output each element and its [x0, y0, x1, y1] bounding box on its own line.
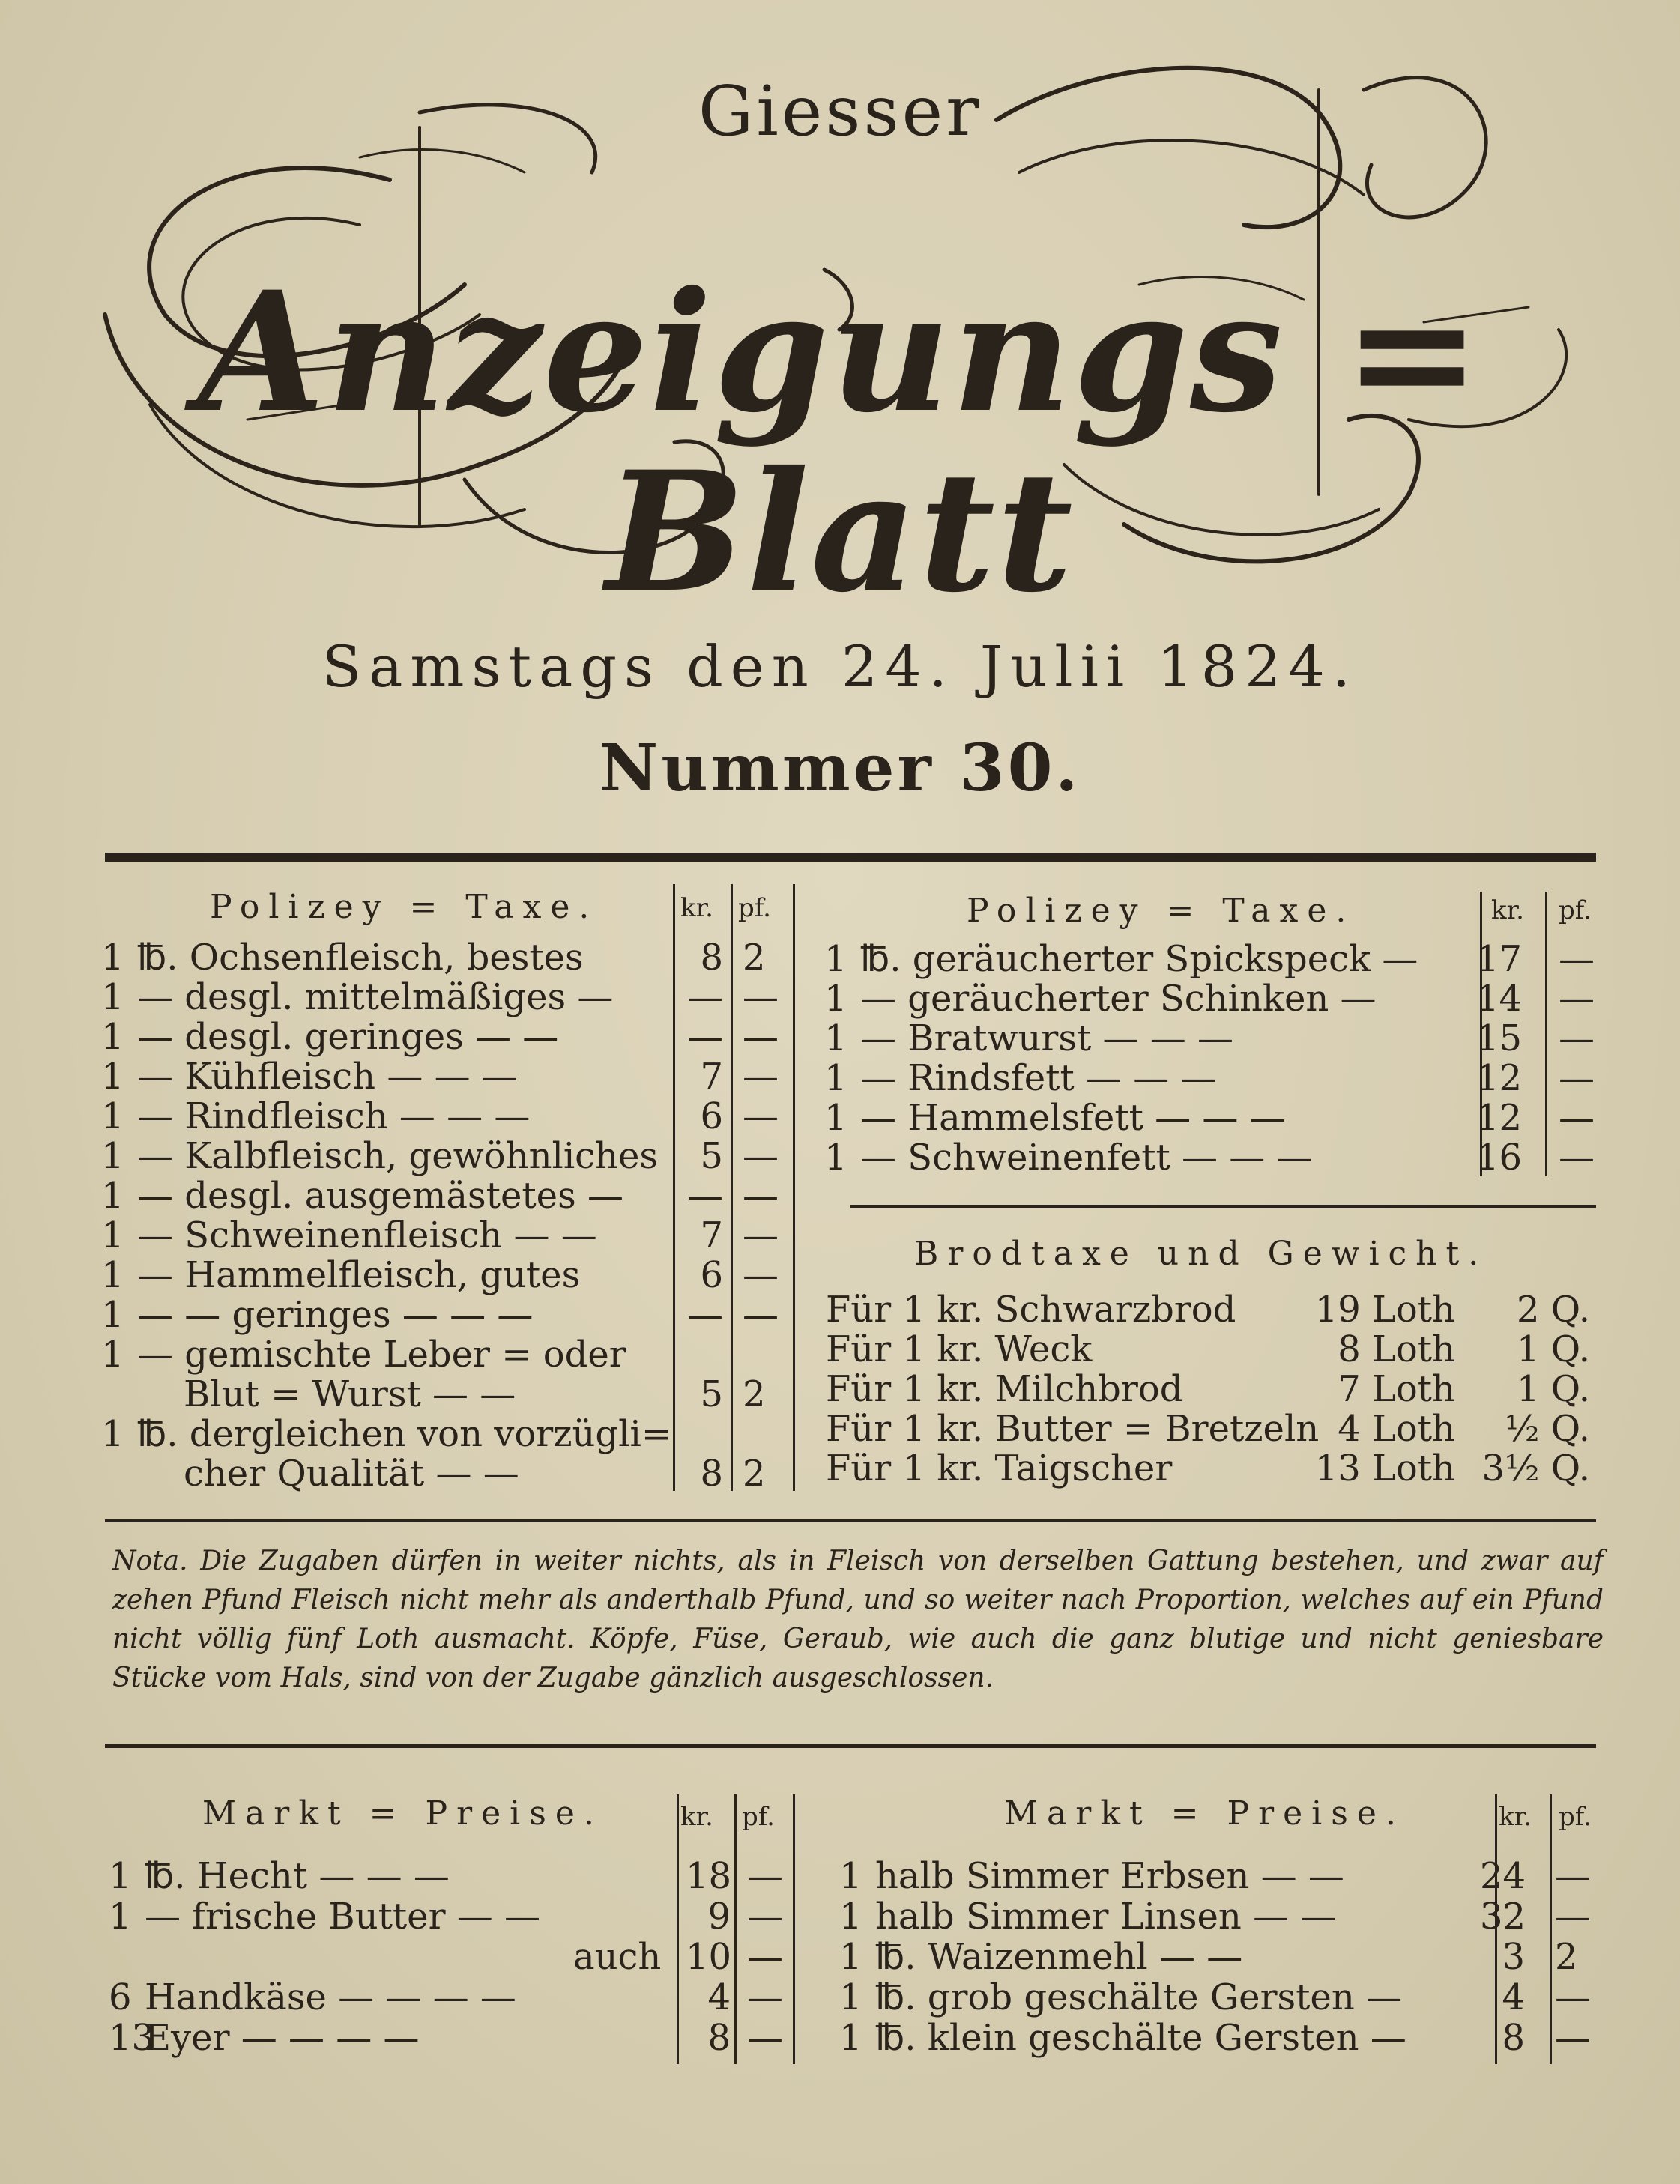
- polizey-left-row-qty: 1: [101, 976, 124, 1018]
- polizey-left-row-kr: —: [687, 1016, 723, 1058]
- markt-left-row-pf: —: [747, 1936, 783, 1978]
- polizey-left-row-item: — Schweinenfleisch — —: [137, 1214, 597, 1256]
- polizey-right-row: [824, 979, 1604, 1018]
- polizey-right-row-qty: 1: [824, 978, 847, 1020]
- brodtaxe-row-loth: 13 Loth: [1314, 1448, 1455, 1489]
- polizey-left-row-kr: 7: [700, 1056, 723, 1098]
- polizey-right-row-item: — geräucherter Schinken —: [860, 978, 1377, 1020]
- polizey-left-row-kr: 8: [700, 937, 723, 978]
- polizey-left-row-kr: 7: [700, 1214, 723, 1256]
- brodtaxe-row-quent: 1 Q.: [1516, 1368, 1590, 1410]
- polizey-right-row-pf: —: [1559, 1097, 1595, 1139]
- polizey-left-row-item: — Kühfleisch — — —: [137, 1056, 518, 1098]
- markt-left-col-pf: pf.: [742, 1802, 775, 1832]
- polizey-left-row-qty: 1: [101, 1294, 124, 1336]
- polizey-left-row: [101, 1415, 791, 1454]
- polizey-right-row-item: — Bratwurst — — —: [860, 1017, 1234, 1059]
- brodtaxe-row: [826, 1330, 1605, 1369]
- markt-left-row-qty: 13: [109, 2017, 155, 2059]
- polizey-left-row: [101, 1335, 791, 1374]
- markt-left-row-pf: —: [747, 2017, 783, 2059]
- market-top-rule: [105, 1744, 1596, 1748]
- markt-right-row-item: ℔. klein geschälte Gersten —: [875, 2017, 1406, 2059]
- polizey-left-row-qty: 1: [101, 1056, 124, 1098]
- polizey-left-row-kr: 6: [700, 1095, 723, 1137]
- markt-right-row-qty: 1: [839, 2017, 862, 2059]
- brodtaxe-row: [826, 1449, 1605, 1488]
- polizey-left-row: [101, 1137, 791, 1176]
- polizey-left-row-kr: —: [687, 1175, 723, 1217]
- polizey-right-row-pf: —: [1559, 978, 1595, 1020]
- polizey-left-row-item: — gemischte Leber = oder: [137, 1334, 626, 1376]
- markt-right-row-pf: —: [1555, 1976, 1591, 2018]
- polizey-left-row-qty: 1: [101, 1135, 124, 1177]
- markt-left-row: [109, 1857, 791, 1896]
- polizey-left-row-kr: 5: [700, 1373, 723, 1415]
- polizey-left-row-item: — Hammelfleisch, gutes: [137, 1254, 581, 1296]
- markt-right-row-item: halb Simmer Erbsen — —: [875, 1855, 1344, 1897]
- polizey-left-row-kr: —: [687, 976, 723, 1018]
- polizey-right-row-item: — Schweinenfett — — —: [860, 1137, 1313, 1179]
- markt-left-row-qty: 1: [109, 1855, 132, 1897]
- polizey-left-row: [101, 1375, 791, 1414]
- markt-left-row-item: Eyer — — — —: [145, 2017, 420, 2059]
- brodtaxe-row-quent: ½ Q.: [1505, 1408, 1590, 1450]
- markt-right-row-kr: 24: [1480, 1855, 1526, 1897]
- markt-left-row-item: auch: [573, 1936, 662, 1978]
- brodtaxe-row-loth: 8 Loth: [1338, 1328, 1455, 1370]
- markt-right-row-item: ℔. Waizenmehl — —: [875, 1936, 1243, 1978]
- polizey-right-row-item: ℔. geräucherter Spickspeck —: [860, 938, 1418, 980]
- polizey-left-row-item: — Kalbfleisch, gewöhnliches: [137, 1135, 659, 1177]
- polizey-left-row: [101, 1454, 791, 1493]
- brodtaxe-heading: Brodtaxe und Gewicht.: [914, 1235, 1488, 1273]
- polizey-left-col-kr: kr.: [680, 893, 713, 923]
- brodtaxe-row-quent: 3½ Q.: [1481, 1448, 1590, 1489]
- mid-right-rule: [850, 1205, 1596, 1208]
- markt-right-row-item: ℔. grob geschälte Gersten —: [875, 1976, 1403, 2018]
- markt-right-row-pf: —: [1555, 1896, 1591, 1938]
- markt-left-row: [109, 1978, 791, 2017]
- markt-right-row-qty: 1: [839, 1855, 862, 1897]
- polizey-right-heading: Polizey = Taxe.: [967, 892, 1356, 930]
- polizey-left-row-item: — desgl. ausgemästetes —: [137, 1175, 623, 1217]
- center-column-divider: [793, 884, 795, 1491]
- polizey-right-row: [824, 1138, 1604, 1177]
- polizey-left-row-item: ℔. dergleichen von vorzügli=: [137, 1413, 672, 1455]
- polizey-left-row: [101, 1176, 791, 1215]
- markt-left-row-item: Handkäse — — — —: [145, 1976, 516, 2018]
- polizey-left-row: [101, 1017, 791, 1056]
- markt-right-row-kr: 8: [1502, 2017, 1525, 2059]
- markt-left-row-pf: —: [747, 1896, 783, 1938]
- polizey-left-row-pf: —: [743, 1175, 779, 1217]
- polizey-left-row-pf: —: [743, 1056, 779, 1098]
- polizey-right-row-pf: —: [1559, 1057, 1595, 1099]
- polizey-right-row-qty: 1: [824, 1057, 847, 1099]
- polizey-left-row-qty: 1: [101, 1214, 124, 1256]
- polizey-left-row: [101, 978, 791, 1017]
- polizey-left-row-pf: 2: [743, 1373, 766, 1415]
- polizey-left-row-kr: 5: [700, 1135, 723, 1177]
- polizey-left-row-item: ℔. Ochsenfleisch, bestes: [137, 937, 584, 978]
- brodtaxe-row: [826, 1290, 1605, 1329]
- dateline: Samstags den 24. Julii 1824.: [322, 633, 1358, 700]
- polizey-left-row-qty: 1: [101, 1334, 124, 1376]
- polizey-left-row-kr: 8: [700, 1453, 723, 1495]
- polizey-left-row-pf: 2: [743, 937, 766, 978]
- markt-right-row: [839, 1897, 1604, 1936]
- nota-top-rule: [105, 1519, 1596, 1522]
- masthead-pre-title: Giesser: [698, 71, 982, 151]
- polizey-left-row-pf: —: [743, 1095, 779, 1137]
- markt-right-row: [839, 1857, 1604, 1896]
- polizey-left-row-item: — desgl. mittelmäßiges —: [137, 976, 614, 1018]
- markt-left-col-kr: kr.: [680, 1802, 713, 1832]
- polizey-right-row-kr: 12: [1476, 1057, 1523, 1099]
- markt-left-row-qty: 6: [109, 1976, 132, 2018]
- brodtaxe-row-label: Für 1 kr. Milchbrod: [826, 1368, 1183, 1410]
- polizey-left-row-pf: —: [743, 1294, 779, 1336]
- markt-center-divider: [793, 1794, 795, 2064]
- brodtaxe-row-label: Für 1 kr. Weck: [826, 1328, 1093, 1370]
- polizey-right-row-kr: 16: [1476, 1137, 1523, 1179]
- polizey-right-row: [824, 1019, 1604, 1058]
- top-rule: [105, 853, 1596, 862]
- markt-right-row-item: halb Simmer Linsen — —: [875, 1896, 1337, 1938]
- polizey-left-row: [101, 938, 791, 977]
- polizey-left-row-qty: 1: [101, 1413, 124, 1455]
- markt-right-row-qty: 1: [839, 1896, 862, 1938]
- polizey-right-row-pf: —: [1559, 938, 1595, 980]
- polizey-right-row-kr: 17: [1476, 938, 1523, 980]
- nota-paragraph: Nota. Die Zugaben dürfen in weiter nichts, als in Fleisch von derselben Gattung bestehen, und zwar auf zehen Pfund Fleisch nicht mehr als anderthalb Pfund, und so weiter nach Proportion, welches auf ein Pfund nicht völlig fünf Loth ausmacht. Köpfe, Füse, Geraub, wie auch die ganz blutige und nicht geniesbare Stücke vom Hals, sind von der Zugabe gänzlich ausgeschlossen.: [112, 1546, 1604, 1693]
- markt-left-row-pf: —: [747, 1976, 783, 2018]
- polizey-right-col-kr: kr.: [1491, 895, 1524, 925]
- polizey-right-row-kr: 14: [1476, 978, 1523, 1020]
- markt-left-row-kr: 10: [686, 1936, 732, 1978]
- markt-left-row: [109, 1897, 791, 1936]
- markt-right-row: [839, 1938, 1604, 1976]
- markt-right-col-pf: pf.: [1559, 1802, 1592, 1832]
- polizey-left-row-item: — — geringes — — —: [137, 1294, 534, 1336]
- polizey-left-row-item: — desgl. geringes — —: [137, 1016, 559, 1058]
- polizey-right-row-pf: —: [1559, 1017, 1595, 1059]
- polizey-left-row-qty: 1: [101, 937, 124, 978]
- brodtaxe-row-label: Für 1 kr. Butter = Bretzeln: [826, 1408, 1320, 1450]
- brodtaxe-row-label: Für 1 kr. Taigscher: [826, 1448, 1173, 1489]
- markt-left-row-kr: 18: [686, 1855, 732, 1897]
- markt-right-row-pf: —: [1555, 1855, 1591, 1897]
- polizey-left-row-pf: —: [743, 1214, 779, 1256]
- brodtaxe-row: [826, 1370, 1605, 1409]
- polizey-left-row-item: Blut = Wurst — —: [184, 1373, 516, 1415]
- markt-left-row-qty: 1: [109, 1896, 132, 1938]
- polizey-left-row: [101, 1295, 791, 1334]
- polizey-left-row-pf: 2: [743, 1453, 766, 1495]
- polizey-right-row: [824, 1059, 1604, 1098]
- markt-left-row: [109, 1938, 791, 1976]
- markt-left-row-item: — frische Butter — —: [145, 1896, 541, 1938]
- polizey-right-row-pf: —: [1559, 1137, 1595, 1179]
- polizey-right-row: [824, 940, 1604, 978]
- brodtaxe-row-loth: 19 Loth: [1314, 1289, 1455, 1331]
- brodtaxe-row-quent: 2 Q.: [1516, 1289, 1590, 1331]
- polizey-right-row-qty: 1: [824, 1097, 847, 1139]
- polizey-right-row-item: — Hammelsfett — — —: [860, 1097, 1286, 1139]
- brodtaxe-row-loth: 7 Loth: [1338, 1368, 1455, 1410]
- markt-left-row-kr: 4: [707, 1976, 731, 2018]
- polizey-right-row-qty: 1: [824, 1137, 847, 1179]
- polizey-left-row-pf: —: [743, 1135, 779, 1177]
- polizey-left-row-qty: 1: [101, 1095, 124, 1137]
- brodtaxe-row-quent: 1 Q.: [1516, 1328, 1590, 1370]
- polizey-right-row-item: — Rindsfett — — —: [860, 1057, 1217, 1099]
- markt-left-row-item: ℔. Hecht — — —: [145, 1855, 450, 1897]
- polizey-left-row: [101, 1256, 791, 1295]
- polizey-left-row-kr: 6: [700, 1254, 723, 1296]
- brodtaxe-row-label: Für 1 kr. Schwarzbrod: [826, 1289, 1236, 1331]
- markt-right-row-qty: 1: [839, 1936, 862, 1978]
- polizey-left-row-qty: 1: [101, 1016, 124, 1058]
- markt-right-row: [839, 2018, 1604, 2057]
- polizey-left-row-item: — Rindfleisch — — —: [137, 1095, 531, 1137]
- polizey-left-row-pf: —: [743, 1254, 779, 1296]
- markt-left-heading: Markt = Preise.: [202, 1794, 603, 1833]
- polizey-left-col-pf: pf.: [738, 893, 771, 923]
- markt-left-row: [109, 2018, 791, 2057]
- markt-left-row-kr: 8: [707, 2017, 731, 2059]
- markt-left-row-kr: 9: [707, 1896, 731, 1938]
- polizey-left-row: [101, 1057, 791, 1096]
- polizey-left-row: [101, 1097, 791, 1136]
- markt-right-row-kr: 4: [1502, 1976, 1525, 2018]
- polizey-right-row: [824, 1098, 1604, 1137]
- polizey-left-row-item: cher Qualität — —: [184, 1453, 519, 1495]
- brodtaxe-row: [826, 1409, 1605, 1448]
- masthead-title: Anzeigungs = Blatt: [197, 255, 1483, 629]
- markt-right-row-kr: 32: [1480, 1896, 1526, 1938]
- markt-right-row: [839, 1978, 1604, 2017]
- polizey-right-row-kr: 15: [1476, 1017, 1523, 1059]
- polizey-left-row-pf: —: [743, 976, 779, 1018]
- markt-right-col-kr: kr.: [1499, 1802, 1532, 1832]
- polizey-left-row-pf: —: [743, 1016, 779, 1058]
- polizey-right-row-qty: 1: [824, 1017, 847, 1059]
- masthead: [0, 0, 1680, 806]
- markt-right-row-pf: —: [1555, 2017, 1591, 2059]
- issue-number: Nummer 30.: [599, 730, 1081, 806]
- polizey-left-heading: Polizey = Taxe.: [210, 888, 599, 926]
- polizey-right-row-kr: 12: [1476, 1097, 1523, 1139]
- markt-right-heading: Markt = Preise.: [1004, 1794, 1405, 1833]
- polizey-left-row: [101, 1216, 791, 1255]
- polizey-right-col-pf: pf.: [1559, 895, 1592, 925]
- polizey-left-row-kr: —: [687, 1294, 723, 1336]
- markt-right-row-pf: 2: [1555, 1936, 1578, 1978]
- polizey-right-row-qty: 1: [824, 938, 847, 980]
- markt-right-row-kr: 3: [1502, 1936, 1525, 1978]
- brodtaxe-row-loth: 4 Loth: [1338, 1408, 1455, 1450]
- markt-right-row-qty: 1: [839, 1976, 862, 2018]
- polizey-left-row-qty: 1: [101, 1175, 124, 1217]
- polizey-left-row-qty: 1: [101, 1254, 124, 1296]
- markt-left-row-pf: —: [747, 1855, 783, 1897]
